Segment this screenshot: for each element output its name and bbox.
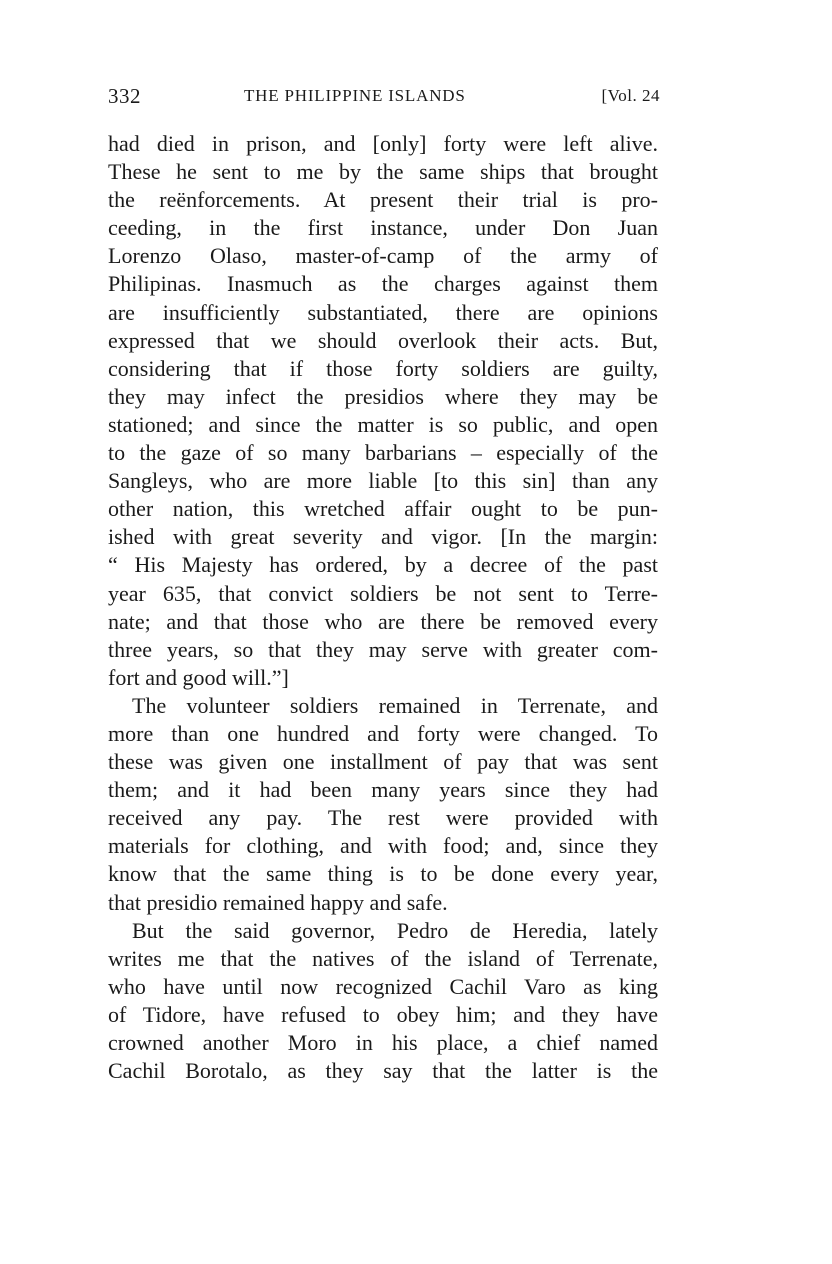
text-line: ished with great severity and vigor. [In the margin: bbox=[108, 524, 658, 550]
text-line: These he sent to me by the same ships that brought bbox=[108, 159, 658, 185]
page-number: 332 bbox=[108, 84, 141, 108]
text-line: year 635, that convict soldiers be not sent to Terre- bbox=[108, 580, 658, 606]
text-line: other nation, this wretched affair ought to be pun- bbox=[108, 496, 658, 522]
text-line: are insufficiently substantiated, there are opinions bbox=[108, 299, 658, 325]
text-line: But the said governor, Pedro de Heredia, lately bbox=[132, 917, 658, 943]
running-title: THE PHILIPPINE ISLANDS bbox=[244, 86, 466, 105]
text-line: who have until now recognized Cachil Varo as king bbox=[108, 973, 658, 999]
text-line: know that the same thing is to be done every year, bbox=[108, 861, 658, 887]
text-line: expressed that we should overlook their acts. But, bbox=[108, 327, 658, 353]
text-line: The volunteer soldiers remained in Terrenate, and bbox=[132, 692, 658, 718]
text-line: Cachil Borotalo, as they say that the latter is the bbox=[108, 1058, 658, 1084]
volume-reference: [Vol. 24 bbox=[601, 86, 660, 105]
text-line: crowned another Moro in his place, a chief named bbox=[108, 1030, 658, 1055]
text-line: these was given one installment of pay that was sent bbox=[108, 749, 658, 775]
text-line: that presidio remained happy and safe. bbox=[108, 889, 448, 915]
text-line: nate; and that those who are there be removed every bbox=[108, 608, 658, 634]
text-line: they may infect the presidios where they may be bbox=[108, 383, 658, 409]
text-line: had died in prison, and [only] forty were left alive. bbox=[108, 131, 658, 156]
text-line: more than one hundred and forty were changed. To bbox=[108, 720, 658, 746]
text-line: to the gaze of so many barbarians – especially of the bbox=[108, 440, 658, 466]
text-line: Sangleys, who are more liable [to this sin] than any bbox=[108, 468, 658, 494]
text-line: materials for clothing, and with food; and, since they bbox=[108, 833, 658, 859]
text-line: writes me that the natives of the island of Terrenate, bbox=[108, 945, 658, 971]
text-line: of Tidore, have refused to obey him; and they have bbox=[108, 1001, 658, 1027]
text-line: the reënforcements. At present their trial is pro- bbox=[108, 187, 658, 213]
text-line: fort and good will.”] bbox=[108, 664, 289, 690]
body-text bbox=[108, 130, 658, 1085]
text-line: received any pay. The rest were provided with bbox=[108, 805, 658, 831]
text-line: considering that if those forty soldiers are guilty, bbox=[108, 355, 658, 381]
text-line: three years, so that they may serve with greater com- bbox=[108, 636, 658, 662]
text-line: Philipinas. Inasmuch as the charges against them bbox=[108, 271, 658, 297]
text-line: them; and it had been many years since they had bbox=[108, 777, 658, 803]
text-line: ceeding, in the first instance, under Don Juan bbox=[108, 215, 658, 241]
text-line: “ His Majesty has ordered, by a decree of the past bbox=[108, 552, 658, 578]
text-line: stationed; and since the matter is so public, and open bbox=[108, 411, 658, 437]
text-line: Lorenzo Olaso, master-of-camp of the army of bbox=[108, 243, 658, 269]
running-head bbox=[108, 86, 660, 112]
